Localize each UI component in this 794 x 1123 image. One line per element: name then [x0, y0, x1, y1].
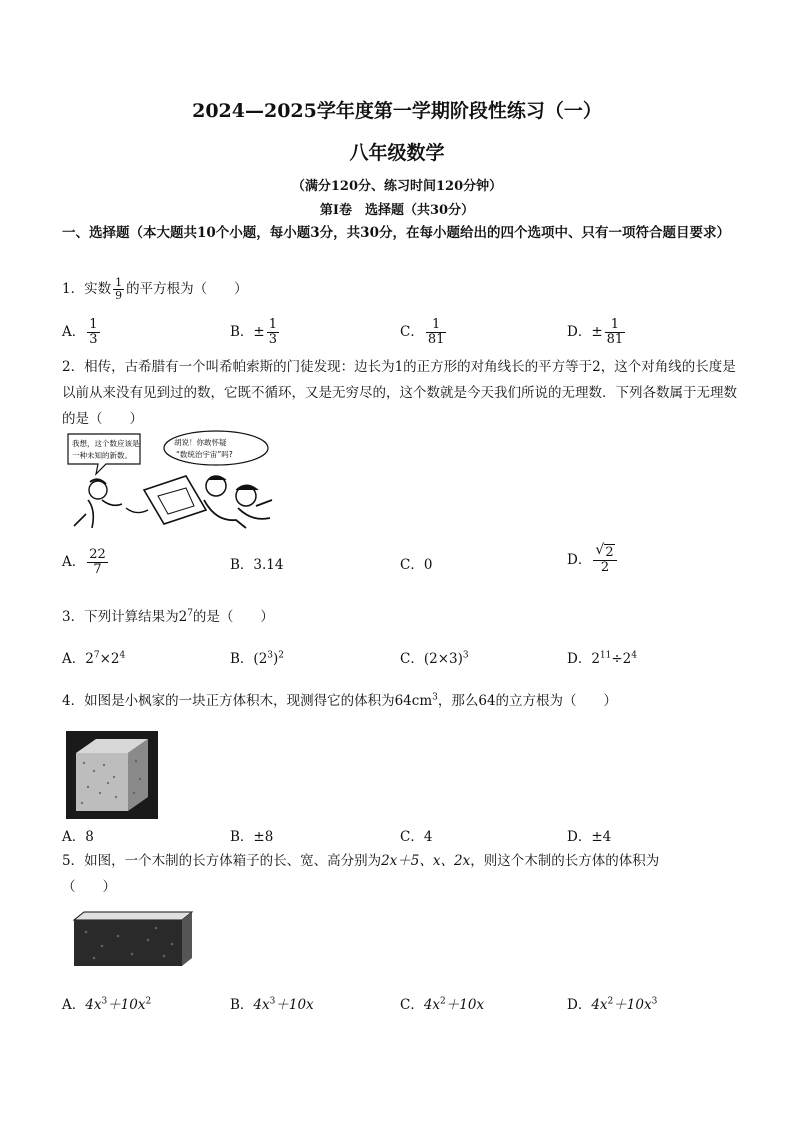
q1-option-a[interactable]: [62, 318, 102, 347]
q3-d-exp2: 4: [631, 650, 638, 661]
q5-a-exp1: 3: [101, 996, 108, 1007]
q3-option-a[interactable]: [62, 650, 125, 668]
q5-d-exp2: 3: [651, 996, 658, 1007]
q5-option-d[interactable]: [567, 996, 657, 1014]
q1-c-frac: [426, 318, 447, 347]
q4-option-b[interactable]: B．±8: [230, 829, 274, 845]
question-5: [62, 848, 742, 874]
q5-b-exp1: 3: [269, 996, 276, 1007]
q1-b-label: B．±: [230, 324, 265, 340]
q5-d-exp1: 2: [607, 996, 614, 1007]
cartoon-illustration: [66, 430, 276, 530]
q2-option-a[interactable]: [62, 548, 110, 577]
q5-a-base: 4x: [85, 997, 102, 1013]
q3-d-label: D．: [567, 651, 592, 667]
q5-b-label: B．: [230, 997, 254, 1013]
q5-a-mid: ＋10x: [107, 997, 146, 1013]
bubble-left-line1: 我想，这个数应该是: [72, 439, 140, 448]
q1-option-c[interactable]: [400, 318, 448, 347]
q3-a-exp2: 4: [119, 650, 126, 661]
q3-d-base: 2: [591, 651, 600, 667]
q5-c-base: 4x: [423, 997, 441, 1013]
exam-info: （满分120分、练习时间120分钟）: [291, 179, 503, 194]
q1-c-den: 81: [427, 332, 445, 347]
q5-a-label: A．: [62, 997, 86, 1013]
q3-option-c[interactable]: [400, 650, 469, 668]
box-photo: [72, 910, 194, 968]
q1-d-num: 1: [605, 318, 626, 333]
q5-b-base: 4x: [253, 997, 270, 1013]
q2-option-d[interactable]: [567, 542, 619, 575]
q2-d-frac: [593, 542, 616, 575]
q4-option-d[interactable]: D．±4: [567, 829, 612, 845]
q5-paren: （ ）: [62, 879, 116, 895]
q1-c-num: 1: [426, 318, 447, 333]
cube-photo: [66, 731, 158, 819]
question-2: 2．相传，古希腊有一个叫希帕索斯的门徒发现：边长为1的正方形的对角线长的平方等于2，这个对角线的长度是以前从来没有见到过的数，它既不循环，又是无穷尽的，这个数就是今天我们所说的无理数．下列各数属于无理数的是（ ）: [62, 359, 737, 427]
q3-a-base: 2: [85, 651, 94, 667]
question-3: [62, 604, 742, 630]
q5-c-exp1: 2: [440, 996, 446, 1007]
q3-prefix: 3．下列计算结果为: [62, 609, 179, 625]
bubble-right-line2: “数统治宇宙”吗?: [176, 450, 233, 459]
q5-option-c[interactable]: [400, 996, 484, 1014]
q1-suffix: 的平方根为（ ）: [126, 281, 248, 297]
question-1: [62, 276, 742, 302]
q1-option-d[interactable]: [567, 318, 627, 347]
q3-b-base: (2: [253, 651, 268, 667]
q1-b-frac: [267, 318, 279, 347]
q5-d-mid: ＋10x: [613, 997, 652, 1013]
q2-d-den: 2: [600, 560, 610, 575]
q4-option-a[interactable]: A．8: [62, 829, 94, 845]
sqrt-sign: √ 2: [595, 542, 614, 560]
q5-d-base: 4x: [591, 997, 608, 1013]
q1-b-den: 3: [268, 332, 278, 347]
q5-prefix: 5．如图，一个木制的长方体箱子的长、宽、高分别为: [62, 853, 382, 869]
q3-option-d[interactable]: [567, 650, 637, 668]
q3-d-mid: ÷2: [611, 651, 632, 667]
q4-prefix: 4．如图是小枫家的一块正方体积木，现测得它的体积为64cm: [62, 693, 433, 709]
q3-a-label: A．: [62, 651, 86, 667]
q5-option-a[interactable]: [62, 996, 151, 1014]
q3-base: 2: [178, 609, 188, 625]
q3-b-label: B．: [230, 651, 254, 667]
exam-part: 第Ⅰ卷 选择题（共30分）: [319, 203, 475, 218]
q5-c-label: C．: [400, 997, 424, 1013]
q3-d-exp1: 11: [599, 650, 612, 661]
q5-c-mid: ＋10x: [445, 997, 485, 1013]
q3-suffix: 的是（ ）: [192, 609, 274, 625]
q2-d-num: 2: [605, 545, 614, 560]
q3-a-mid: ×2: [99, 651, 120, 667]
q1-fraction: [113, 277, 124, 302]
q1-c-label: C．: [400, 324, 424, 340]
q2-a-num: 22: [89, 547, 106, 562]
q3-c-exp1: 3: [462, 650, 469, 661]
q1-d-frac: [605, 318, 626, 347]
q1-a-num: 1: [89, 317, 98, 332]
q3-exp: 7: [187, 608, 193, 619]
q3-b-exp2: 2: [278, 650, 285, 661]
q2-option-b[interactable]: B．3.14: [230, 557, 284, 573]
q5-suffix: ，则这个木制的长方体的体积为: [470, 853, 660, 869]
question-4: [62, 688, 742, 714]
q1-frac-num: 1: [115, 276, 123, 289]
q1-d-label: D．±: [567, 324, 603, 340]
q3-option-b[interactable]: [230, 650, 284, 668]
q1-a-frac: [87, 318, 99, 347]
q4-exp: 3: [432, 692, 438, 703]
q5-a-exp2: 2: [145, 996, 152, 1007]
q1-b-num: 1: [268, 317, 278, 332]
q1-d-den: 81: [606, 332, 624, 347]
q2-a-label: A．: [62, 554, 86, 570]
q3-b-close: ): [273, 651, 279, 667]
q1-option-b[interactable]: [230, 318, 281, 347]
q2-option-c[interactable]: C．0: [400, 557, 433, 573]
q2-d-label: D．: [567, 552, 592, 568]
bubble-left-line2: 一种未知的新数。: [72, 451, 132, 460]
q3-b-exp1: 3: [267, 650, 274, 661]
q3-c-label: C．: [400, 651, 424, 667]
q5-dims: 2x＋5、x、2x: [381, 853, 471, 869]
q5-b-mid: ＋10x: [275, 997, 314, 1013]
q2-a-frac: [87, 548, 108, 577]
q1-a-den: 3: [89, 332, 98, 347]
exam-subject: 八年级数学: [349, 142, 445, 164]
q4-option-c[interactable]: C．4: [400, 829, 433, 845]
q2-d-num-wrap: [593, 542, 616, 561]
q3-a-exp1: 7: [93, 650, 100, 661]
q5-option-b[interactable]: [230, 996, 314, 1014]
q3-c-base: (2×3): [423, 651, 463, 667]
q5-d-label: D．: [567, 997, 592, 1013]
bubble-right-line1: 胡说！你敢怀疑: [174, 438, 227, 447]
q1-prefix: 1．实数: [62, 281, 112, 297]
q1-frac-den: 9: [115, 289, 123, 302]
section-heading: 一、选择题（本大题共10个小题，每小题3分，共30分，在每小题给出的四个选项中、只有一项符合题目要求）: [62, 225, 730, 241]
exam-title: 2024—2025学年度第一学期阶段性练习（一）: [192, 100, 602, 122]
q4-suffix: ，那么64的立方根为（ ）: [437, 693, 618, 709]
q2-a-den: 7: [93, 562, 102, 577]
q1-a-label: A．: [62, 324, 86, 340]
